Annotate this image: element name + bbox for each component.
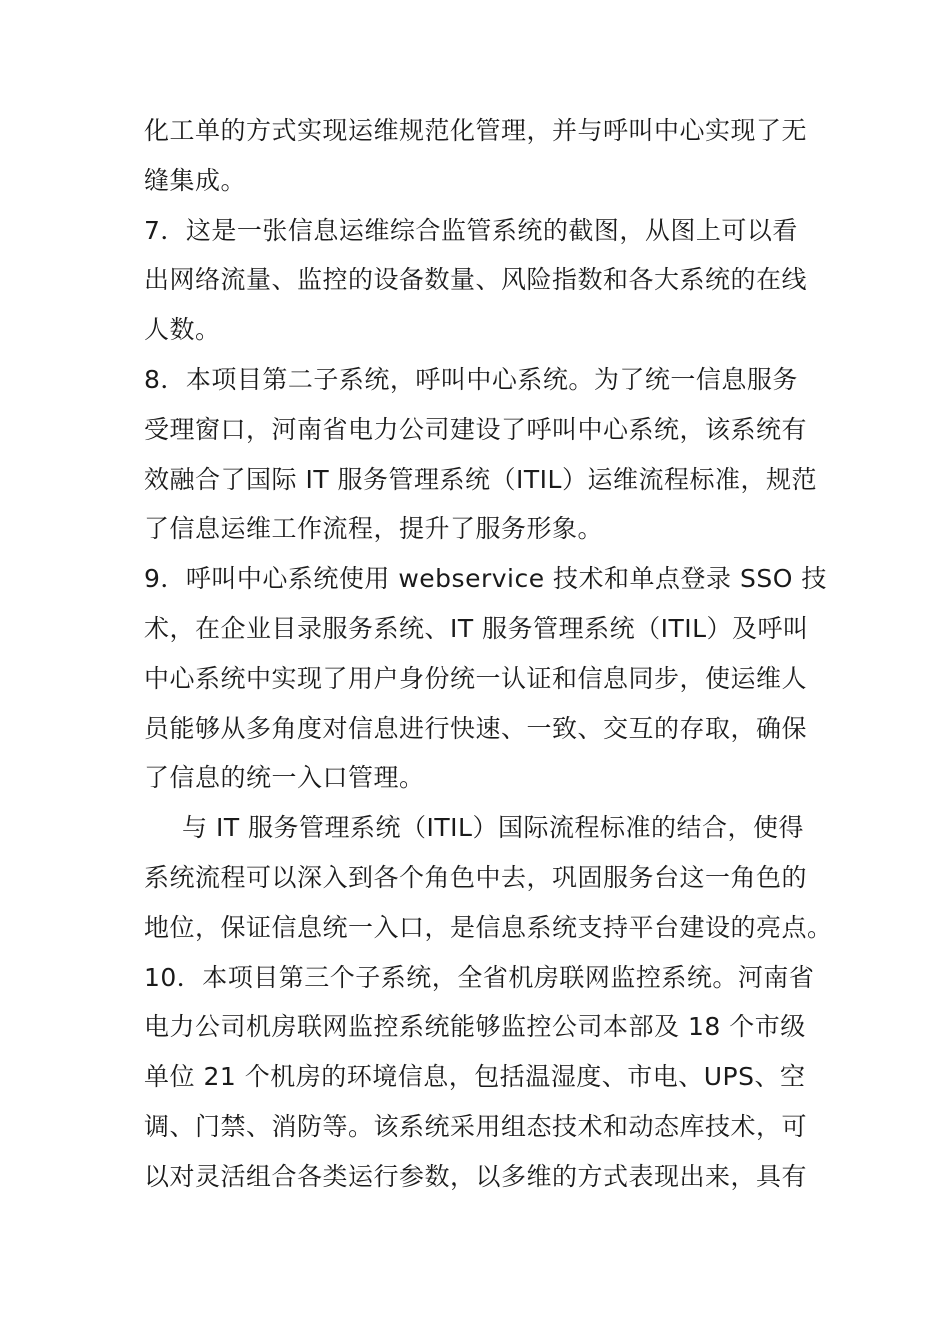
- text-line: 术，在企业目录服务系统、IT 服务管理系统（ITIL）及呼叫: [144, 613, 809, 643]
- text-line: 单位 21 个机房的环境信息，包括温湿度、市电、UPS、空: [144, 1062, 806, 1092]
- text-line: 电力公司机房联网监控系统能够监控公司本部及 18 个市级: [144, 1012, 806, 1042]
- text-line: 了信息运维工作流程，提升了服务形象。: [144, 514, 604, 544]
- text-line: 员能够从多角度对信息进行快速、一致、交互的存取，确保: [144, 713, 808, 743]
- text-line: 中心系统中实现了用户身份统一认证和信息同步，使运维人: [144, 663, 808, 693]
- text-line: 了信息的统一入口管理。: [144, 763, 425, 793]
- text-line: 地位，保证信息统一入口，是信息系统支持平台建设的亮点。: [144, 912, 833, 942]
- text-line: 出网络流量、监控的设备数量、风险指数和各大系统的在线: [144, 265, 808, 295]
- text-line: 与 IT 服务管理系统（ITIL）国际流程标准的结合，使得: [182, 813, 804, 843]
- text-line: 效融合了国际 IT 服务管理系统（ITIL）运维流程标准，规范: [144, 464, 817, 494]
- text-line: 受理窗口，河南省电力公司建设了呼叫中心系统，该系统有: [144, 414, 808, 444]
- text-line: 人数。: [144, 315, 221, 345]
- text-line: 8．本项目第二子系统，呼叫中心系统。为了统一信息服务: [144, 364, 798, 394]
- text-line: 以对灵活组合各类运行参数，以多维的方式表现出来，具有: [144, 1161, 808, 1191]
- text-line: 缝集成。: [144, 165, 247, 195]
- text-line: 9．呼叫中心系统使用 webservice 技术和单点登录 SSO 技: [144, 564, 827, 594]
- text-line: 调、门禁、消防等。该系统采用组态技术和动态库技术，可: [144, 1111, 808, 1141]
- body-text: [144, 106, 834, 1202]
- text-line: 系统流程可以深入到各个角色中去，巩固服务台这一角色的: [144, 862, 808, 892]
- text-line: 7．这是一张信息运维综合监管系统的截图，从图上可以看: [144, 215, 798, 245]
- text-line: 10．本项目第三个子系统，全省机房联网监控系统。河南省: [144, 962, 815, 992]
- text-line: 化工单的方式实现运维规范化管理，并与呼叫中心实现了无: [144, 116, 808, 145]
